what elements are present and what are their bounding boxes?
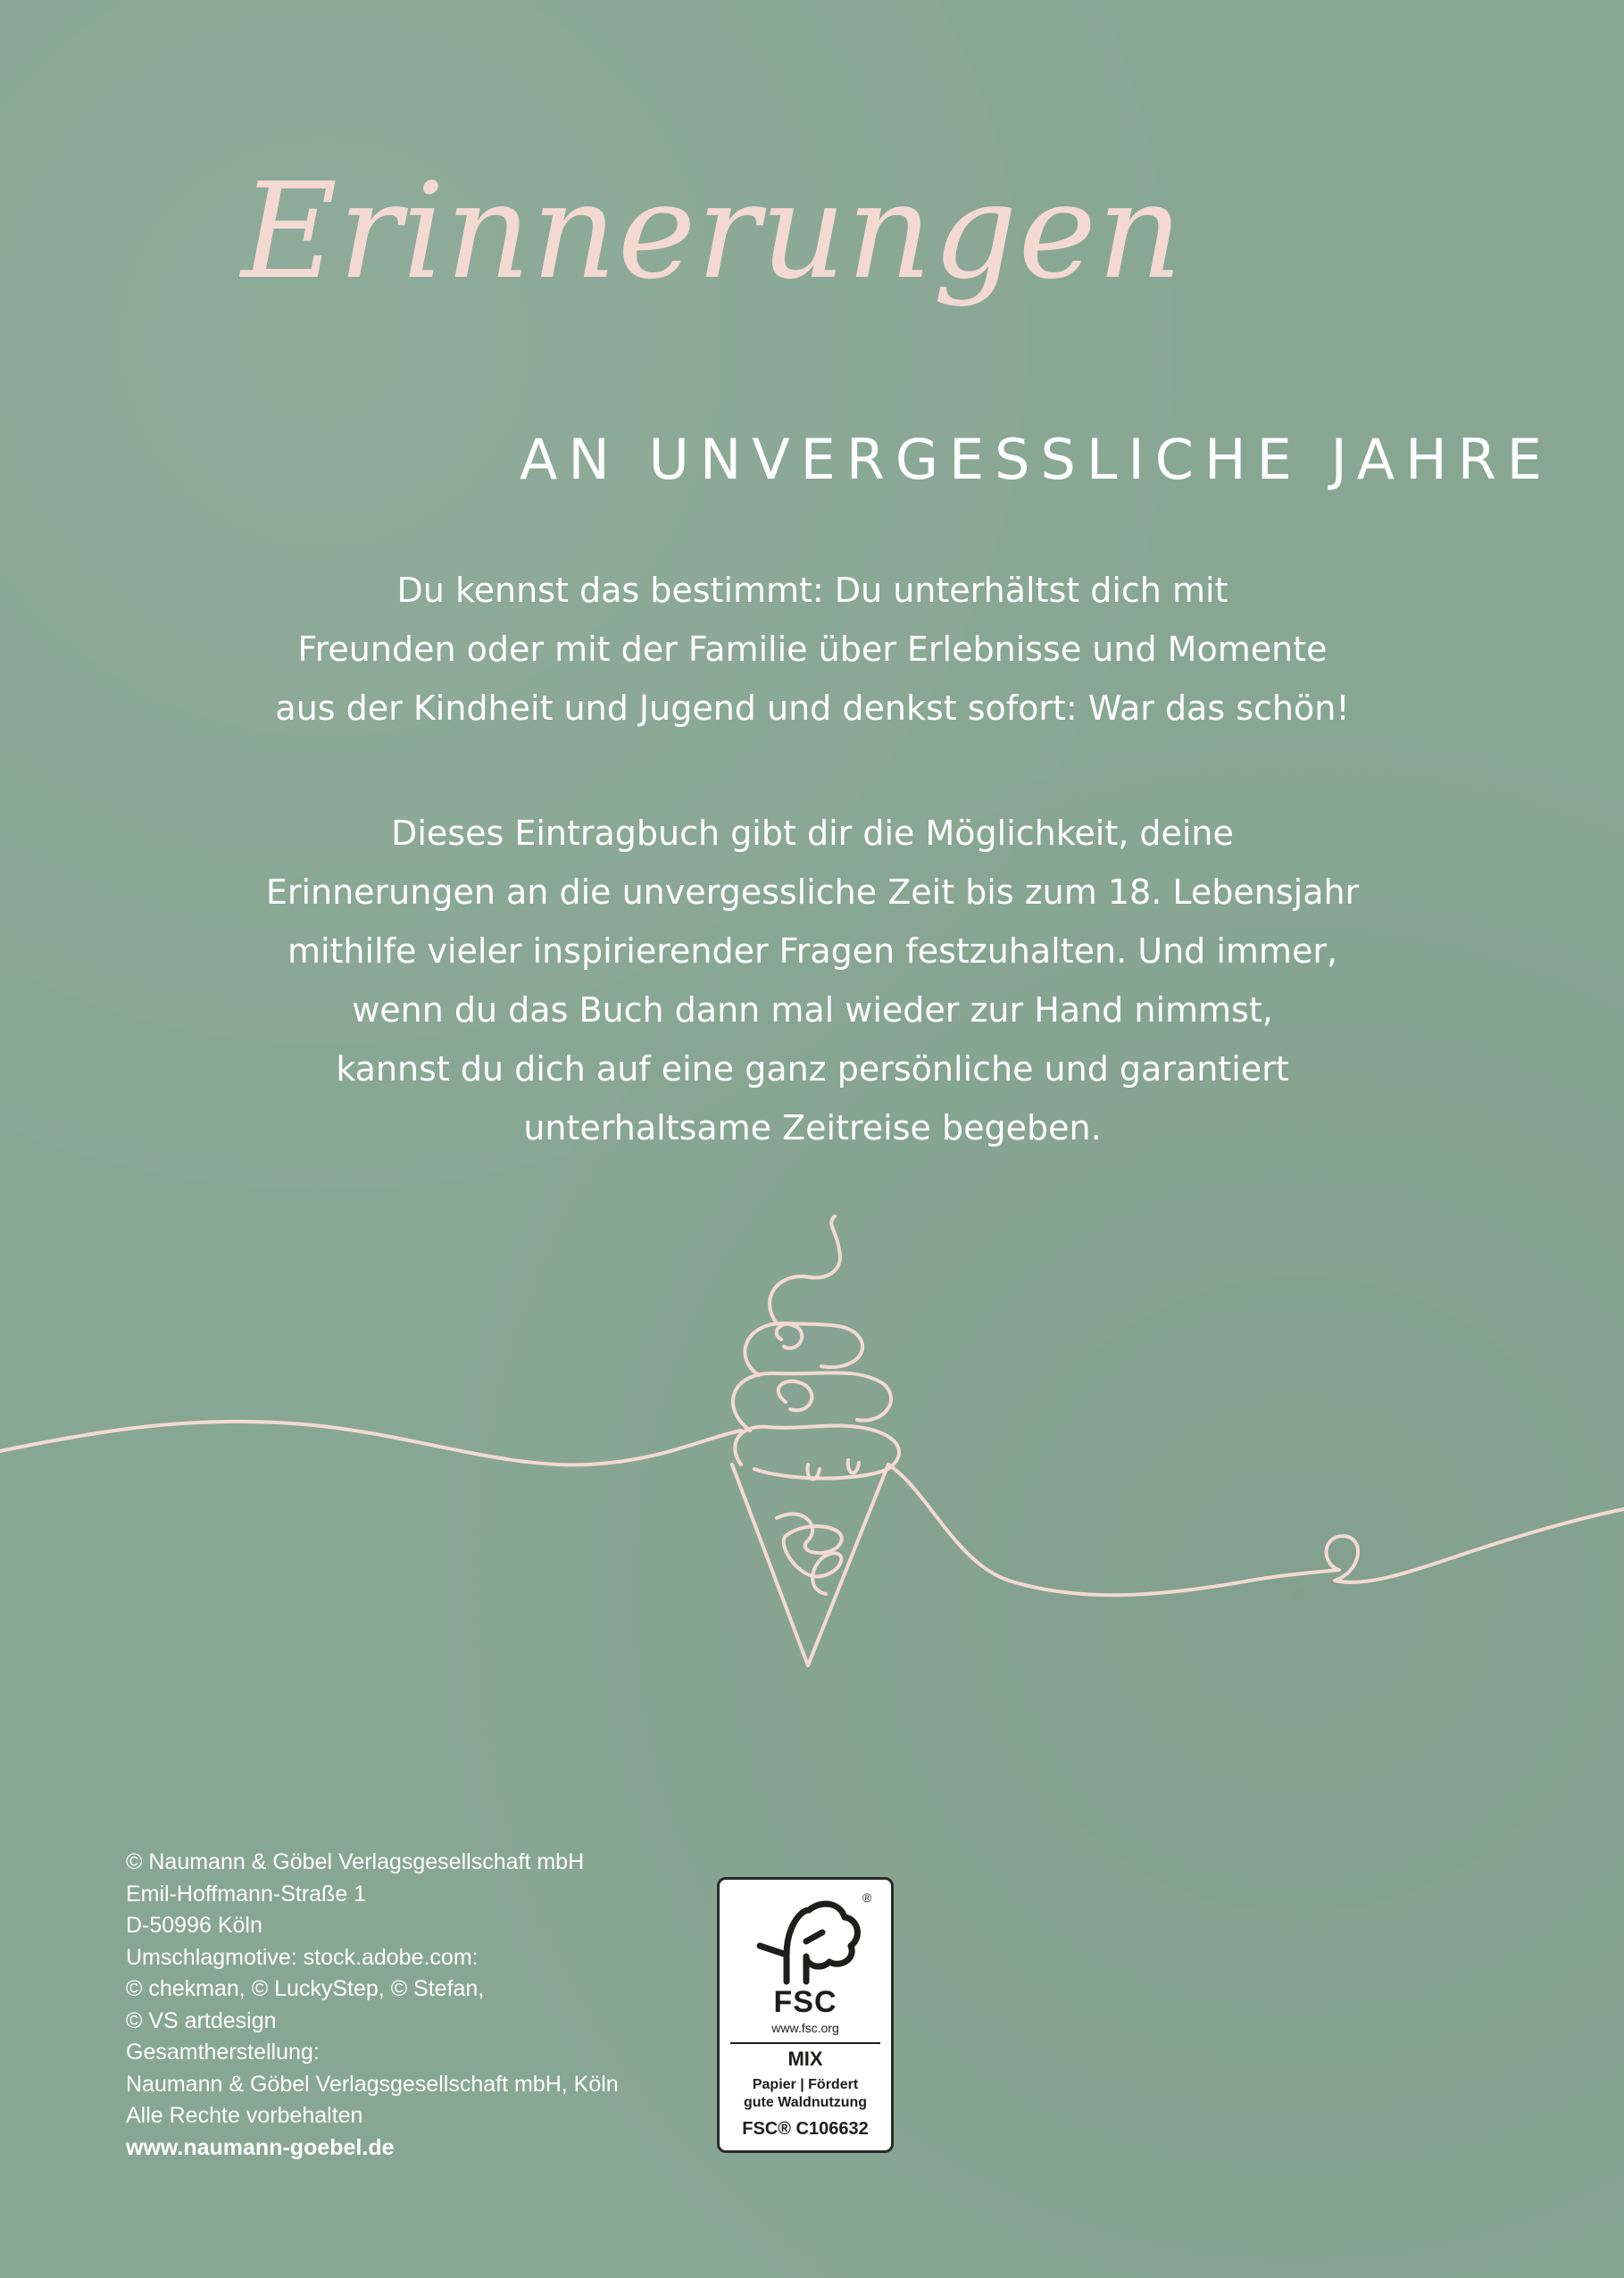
fsc-description-line: gute Waldnutzung xyxy=(743,2095,868,2110)
cover-subtitle: AN UNVERGESSLICHE JAHRE xyxy=(520,427,1553,492)
imprint-line: Naumann & Göbel Verlagsgesellschaft mbH, Köln xyxy=(126,2071,619,2097)
registered-mark: ® xyxy=(862,1890,872,1905)
imprint-line: Umschlagmotive: stock.adobe.com: xyxy=(126,1944,479,1970)
imprint-credits xyxy=(126,1847,715,2164)
fsc-label xyxy=(717,1877,894,2153)
blurb-line: Dieses Eintragbuch gibt dir die Möglichkeit, deine xyxy=(391,814,1234,853)
blurb-paragraph-2 xyxy=(179,804,1446,1157)
blurb-line: Freunden oder mit der Familie über Erlebnisse und Momente xyxy=(297,630,1328,669)
blurb-line: mithilfe vieler inspirierender Fragen festzuhalten. Und immer, xyxy=(287,931,1338,971)
cover-title: Erinnerungen xyxy=(241,154,1184,308)
imprint-line: D-50996 Köln xyxy=(126,1913,262,1938)
fsc-tree-icon xyxy=(751,1892,867,1985)
blurb-line: wenn du das Buch dann mal wieder zur Hand nimmst, xyxy=(352,990,1273,1030)
fsc-description-line: Papier | Fördert xyxy=(752,2077,859,2092)
ice-cream-cone-line-art-icon xyxy=(0,1197,1624,1697)
blurb-line: aus der Kindheit und Jugend und denkst sofort: War das schön! xyxy=(275,688,1350,728)
imprint-line: © VS artdesign xyxy=(126,2007,277,2033)
blurb-line: Du kennst das bestimmt: Du unterhältst dich mit xyxy=(396,571,1228,610)
imprint-line: Alle Rechte vorbehalten xyxy=(126,2103,363,2128)
fsc-brand: FSC xyxy=(773,1985,837,2019)
publisher-website-link[interactable]: www.naumann-goebel.de xyxy=(126,2134,395,2160)
blurb-line: kannst du dich auf eine ganz persönliche und garantiert xyxy=(336,1049,1289,1089)
imprint-line: Gesamtherstellung: xyxy=(126,2040,320,2065)
fsc-description xyxy=(720,2076,891,2112)
imprint-line: © chekman, © LuckyStep, © Stefan, xyxy=(126,1976,485,2001)
blurb-line: unterhaltsame Zeitreise begeben. xyxy=(523,1108,1102,1147)
imprint-line: Emil-Hoffmann-Straße 1 xyxy=(126,1881,367,1907)
blurb-paragraph-1 xyxy=(179,561,1446,738)
imprint-line: © Naumann & Göbel Verlagsgesellschaft mbH xyxy=(126,1849,585,1874)
fsc-license-code: FSC® C106632 xyxy=(742,2119,869,2139)
fsc-website: www.fsc.org xyxy=(771,2021,839,2035)
fsc-divider xyxy=(730,2042,880,2044)
fsc-mix: MIX xyxy=(787,2048,823,2070)
blurb-line: Erinnerungen an die unvergessliche Zeit bis zum 18. Lebensjahr xyxy=(265,872,1360,912)
